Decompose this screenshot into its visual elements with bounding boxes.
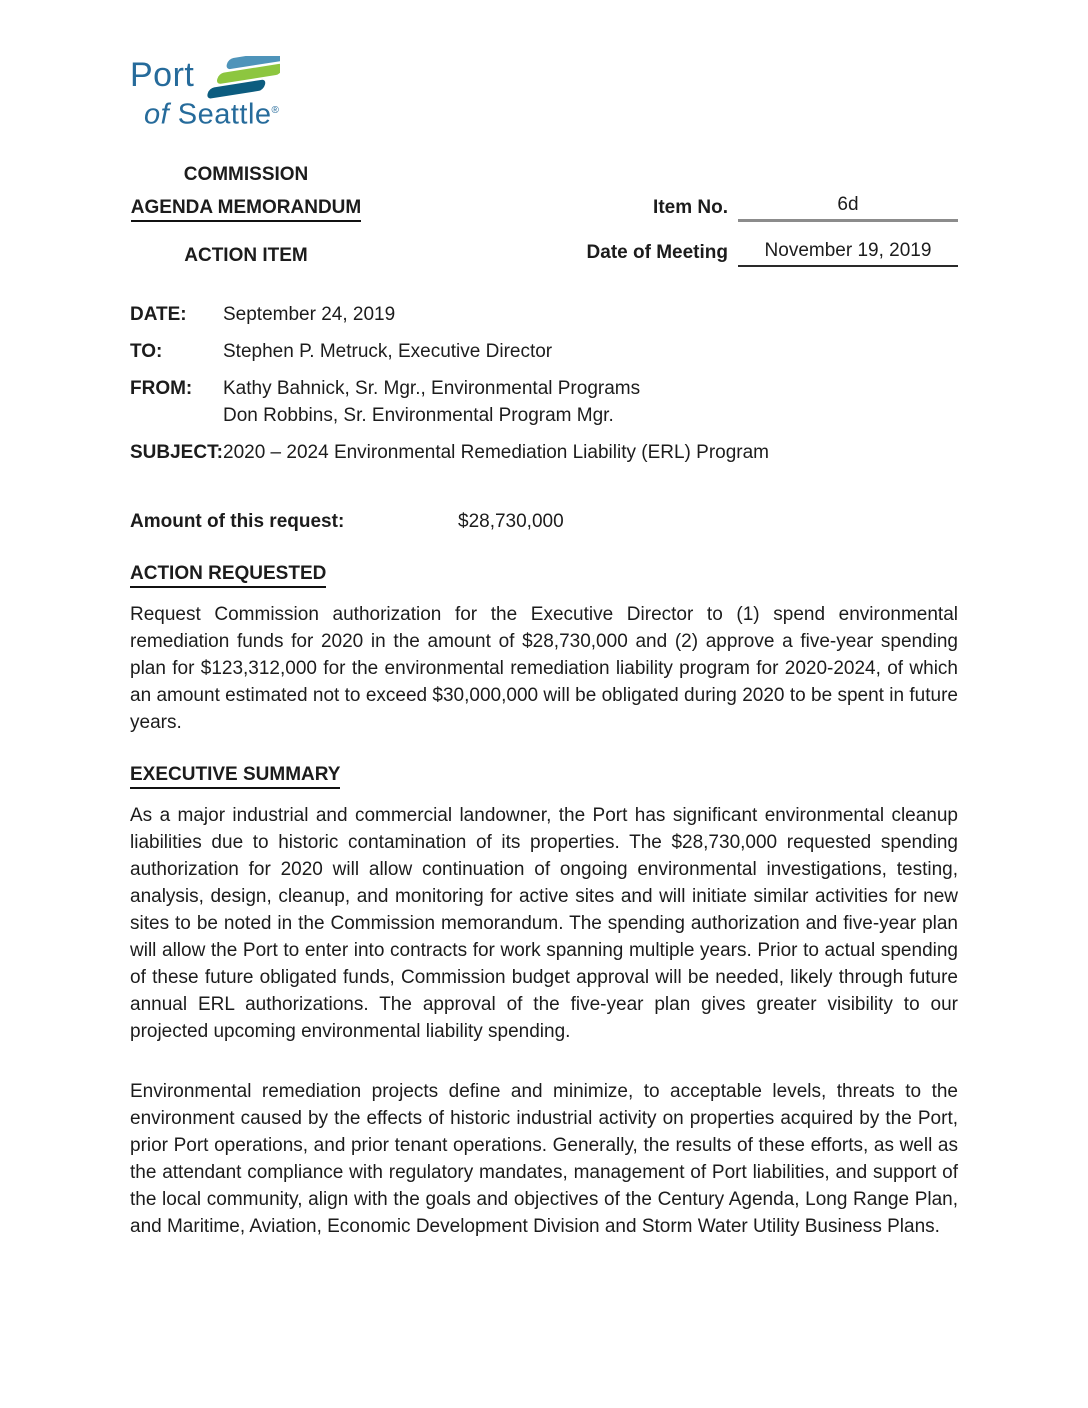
- section-heading: EXECUTIVE SUMMARY: [130, 764, 958, 789]
- logo-text-port: Port: [130, 56, 195, 94]
- logo-text-of-seattle: of Seattle®: [144, 98, 280, 131]
- section-paragraph: Environmental remediation projects define and minimize, to acceptable levels, threats to the environment caused by the effects of historic industrial activity on properties acquired by the Port, prior Port operations, and prior tenant operations. Generally, the results of these efforts, as well as the attendant compliance with regulatory mandates, management of Port liabilities, and support of the local community, align with the goals and objectives of the Century Agenda, Long Range Plan, and Maritime, Aviation, Economic Development Division and Storm Water Utility Business Plans.: [130, 1081, 958, 1237]
- date-row: [130, 301, 958, 328]
- registered-mark: ®: [271, 105, 280, 116]
- section-action-requested: [130, 563, 958, 736]
- item-no-label: Item No.: [653, 197, 728, 218]
- date-label: DATE:: [130, 304, 187, 325]
- agenda-memorandum-label: AGENDA MEMORANDUM: [130, 197, 362, 222]
- memo-meta: [130, 301, 958, 466]
- amount-row: [130, 508, 958, 535]
- section-heading: ACTION REQUESTED: [130, 563, 958, 588]
- date-value: September 24, 2019: [223, 304, 396, 325]
- amount-label: Amount of this request:: [130, 511, 345, 532]
- to-value: Stephen P. Metruck, Executive Director: [223, 341, 553, 362]
- date-of-meeting-value: November 19, 2019: [738, 240, 958, 267]
- subject-row: [130, 439, 958, 466]
- to-label: TO:: [130, 341, 163, 362]
- section-paragraph: As a major industrial and commercial landowner, the Port has significant environmental cleanup liabilities due to historic contamination of its properties. The $28,730,000 requested spending authorization for 2020 will allow continuation of ongoing environmental investigations, testing, analysis, design, cleanup, and monitoring for active sites and will initiate similar activities for new sites to be noted in the Commission memorandum. The spending authorization and five-year plan will allow the Port to enter into contracts for work spanning multiple years. Prior to actual spending of these future obligated funds, Commission budget approval will be needed, likely through future annual ERL authorizations. The approval of the five-year plan gives greater visibility to our projected upcoming environmental liability spending.: [130, 805, 958, 1042]
- subject-value: 2020 – 2024 Environmental Remediation Liability (ERL) Program: [223, 442, 770, 463]
- section-executive-summary: [130, 764, 958, 1240]
- from-row: [130, 375, 958, 429]
- amount-value: $28,730,000: [458, 511, 564, 532]
- item-no-value: 6d: [738, 194, 958, 222]
- from-label: FROM:: [130, 378, 193, 399]
- commission-label: COMMISSION: [183, 164, 309, 185]
- section-paragraph: Request Commission authorization for the Executive Director to (1) spend environmental remediation funds for 2020 in the amount of $28,730,000 and (2) approve a five-year spending plan for $123,312,000 for the environmental remediation liability program for 2020-2024, of which an amount estimated not to exceed $30,000,000 will be obligated during 2020 to be spent in future years.: [130, 604, 958, 733]
- port-of-seattle-swoosh-icon: [202, 56, 280, 100]
- port-of-seattle-logo: [130, 58, 300, 130]
- action-item-label: ACTION ITEM: [184, 245, 308, 266]
- from-value: Kathy Bahnick, Sr. Mgr., Environmental Programs Don Robbins, Sr. Environmental Program Mgr.: [223, 378, 641, 426]
- subject-label: SUBJECT:: [130, 442, 223, 463]
- date-of-meeting-label: Date of Meeting: [586, 242, 728, 263]
- to-row: [130, 338, 958, 365]
- memo-header: [130, 164, 958, 267]
